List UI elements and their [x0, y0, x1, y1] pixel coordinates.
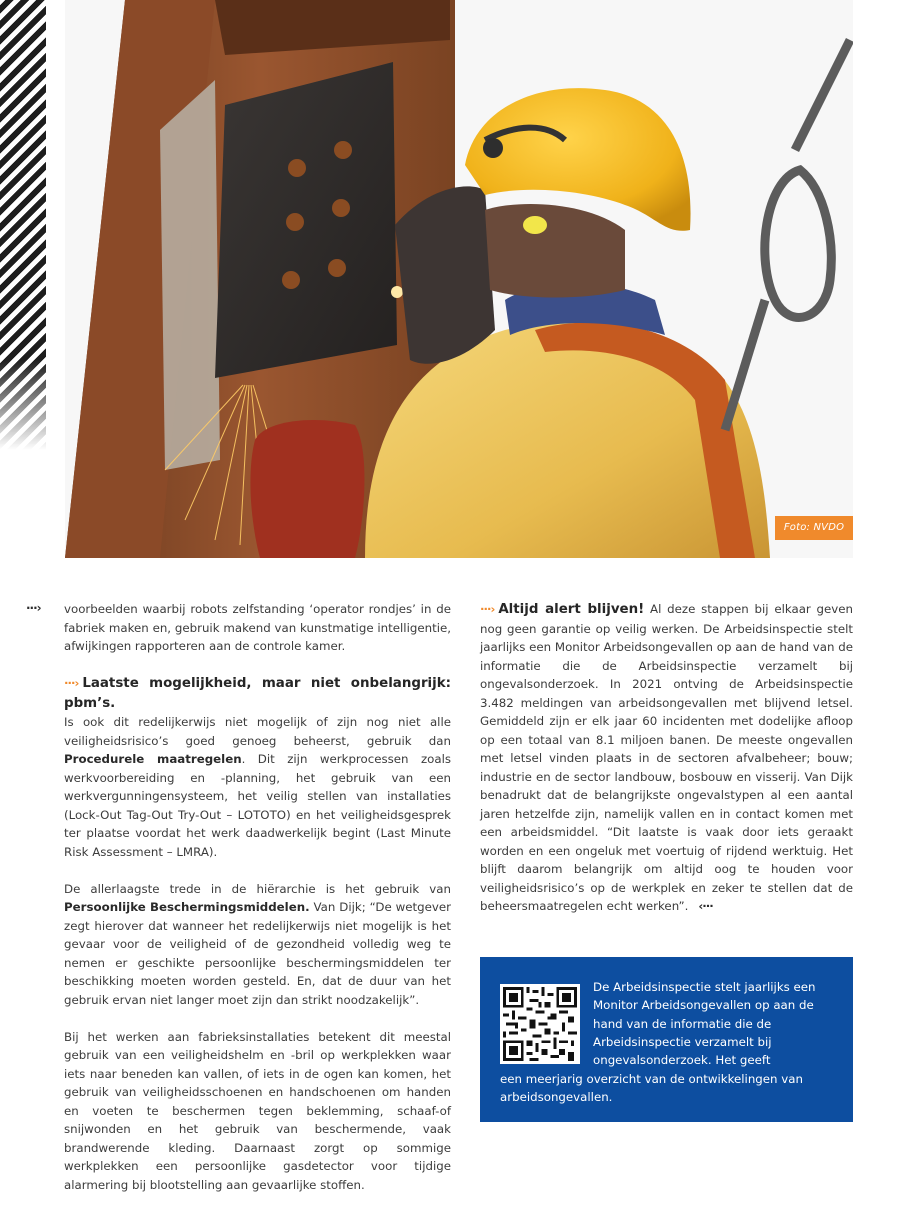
alert-heading: Altijd alert blijven!: [498, 602, 645, 617]
continue-arrow-icon: ···›: [26, 601, 41, 615]
photo-credit: Foto: NVDO: [775, 516, 853, 540]
info-box: [480, 957, 853, 1122]
orange-arrow-icon: ···›: [480, 602, 495, 616]
factory-paragraph: Bij het werken aan fabrieksinstallaties betekent dit meestal gebruik van een veiligheidshelm en -bril op werkplekken waar iets naar beneden kan vallen, of iets in de ogen kan komen, het gebruik van veiligheidsschoenen en handschoenen om handen en voeten te beschermen tegen beklemming, schaaf-of snijwonden en het gebruik van beschermende, vaak brandwerende kleding. Daarnaast zorgt op sommige werkplekken een persoonlijke gasdetector voor tijdige alarmering bij blootstelling aan gevaarlijke stoffen.: [64, 1029, 451, 1192]
section-pbm-text-b: . Dit zijn werkprocessen zoals werkvoorbereiding en -planning, het gebruik van een werkvergunningensysteem, het veilig stellen van installaties (Lock-Out Tag-Out Try-Out – LOTOTO) en het veiligheidsgesprek ter plaatse voordat het werk daadwerkelijk begint (Last Minute Risk Assessment – LMRA).: [64, 752, 452, 859]
pbm-bold: Persoonlijke Beschermingsmiddelen.: [64, 900, 310, 914]
pbm-text-a: De allerlaagste trede in de hiërarchie is het gebruik van: [64, 881, 451, 896]
diagonal-stripes-decoration: [0, 0, 46, 450]
section-pbm-heading: Laatste mogelijkheid, maar niet onbelangrijk: pbm’s.: [64, 676, 451, 711]
qr-code-icon[interactable]: [500, 984, 580, 1064]
section-pbm-text-a: Is ook dit redelijkerwijs niet mogelijk of zijn nog niet alle veiligheidsrisico’s goed genoeg beheerst, gebruik dan: [64, 715, 451, 748]
left-column: [64, 600, 451, 1213]
pbm-paragraph: [64, 880, 451, 1010]
section-pbm: [64, 674, 451, 861]
info-box-text-top: De Arbeidsinspectie stelt jaarlijks een Monitor Arbeidsongevallen op aan de hand van de informatie die de Arbeidsinspectie verzamelt bij ongevalsonderzoek. Het geeft: [593, 980, 816, 1068]
orange-arrow-icon: ···›: [64, 676, 79, 690]
alert-body: Al deze stappen bij elkaar geven nog geen garantie op veilig werken. De Arbeidsinspectie stelt jaarlijks een Monitor Arbeidsongevallen op aan de hand van de informatie die de Arbeidsinspectie verzamelt bij ongevalsonderzoek. In 2021 ontving de Arbeidsinspectie 3.482 meldingen van arbeidsongevallen met blijvend letsel. Gemiddeld zijn er elk jaar 60 incidenten met dodelijke afloop op een totaal van 8.1 miljoen banen. De meeste ongevallen met letsel vinden plaats in de sectoren afvalbeheer; bouw; industrie en de sector landbouw, bosbouw en visserij. Van Dijk benadrukt dat de belangrijkste ongevalstypen al een aantal jaren hetzelfde zijn, namelijk vallen en in contact komen met een arbeidsmiddel. “Dit laatste is vaak door iets geraakt worden en een ongeluk met voertuig of rijdend werktuig. Het blijft daarom belangrijk om altijd oog te houden voor veiligheidsrisico’s op de werkplek en zeker te stellen dat de beheersmaatregelen echt werken”.: [480, 602, 853, 913]
section-pbm-bold: Procedurele maatregelen: [64, 752, 242, 766]
info-box-text-bottom: een meerjarig overzicht van de ontwikkelingen van arbeidsongevallen.: [500, 1072, 803, 1105]
pbm-text-b: Van Dijk; “De wetgever zegt hierover dat wanneer het redelijkerwijs niet mogelijk is het gevaar voor de veiligheid of de gezondheid volledig weg te nemen er geschikte persoonlijke beschermingsmiddelen ter beschikking moeten worden gesteld. En, dat de duur van het gebruik ervan niet langer moet zijn dan strikt noodzakelijk”.: [64, 900, 452, 1007]
alert-paragraph: [480, 600, 853, 916]
intro-paragraph: voorbeelden waarbij robots zelfstanding ‘operator rondjes’ in de fabriek maken en, gebruik makend van kunstmatige intelligentie, afwijkingen rapporteren aan de controle kamer.: [64, 602, 451, 653]
header-photo-welder: [65, 0, 853, 558]
end-arrow-icon: ‹···: [698, 899, 713, 913]
right-column: [480, 600, 853, 934]
